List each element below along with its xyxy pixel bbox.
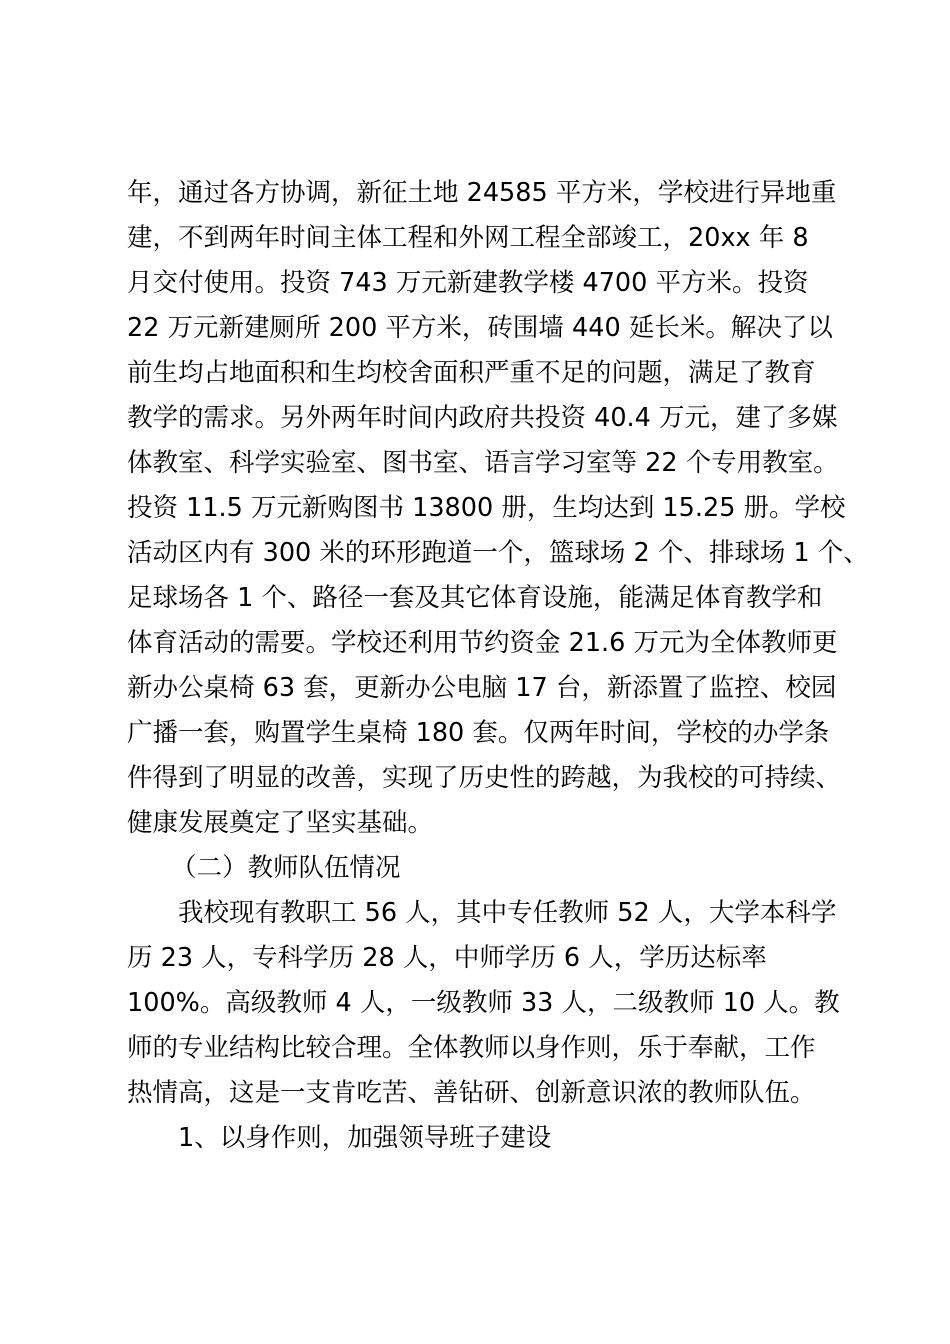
text-line: 热情高，这是一支肯吃苦、善钻研、创新意识浓的教师队伍。 xyxy=(127,1078,816,1108)
text-line: 22 万元新建厕所 200 平方米，砖围墙 440 延长米。解决了以 xyxy=(127,313,833,343)
section-heading: （二）教师队伍情况 xyxy=(171,853,401,883)
text-line: 前生均占地面积和生均校舍面积严重不足的问题，满足了教育 xyxy=(127,358,816,388)
text-line: 年，通过各方协调，新征土地 24585 平方米，学校进行异地重 xyxy=(127,178,837,208)
text-line: 月交付使用。投资 743 万元新建教学楼 4700 平方米。投资 xyxy=(127,268,809,298)
text-line: 健康发展奠定了坚实基础。 xyxy=(127,808,434,838)
text-line: 投资 11.5 万元新购图书 13800 册，生均达到 15.25 册。学校 xyxy=(127,493,846,523)
text-line: 教学的需求。另外两年时间内政府共投资 40.4 万元，建了多媒 xyxy=(127,403,838,433)
text-line: 体育活动的需要。学校还利用节约资金 21.6 万元为全体教师更 xyxy=(127,628,838,658)
text-line: 100%。高级教师 4 人，一级教师 33 人，二级教师 10 人。教 xyxy=(127,988,840,1018)
text-line: 活动区内有 300 米的环形跑道一个，篮球场 2 个、排球场 1 个、 xyxy=(127,538,869,568)
text-line: 体教室、科学实验室、图书室、语言学习室等 22 个专用教室。 xyxy=(127,448,839,478)
text-line: 件得到了明显的改善，实现了历史性的跨越，为我校的可持续、 xyxy=(127,763,842,793)
text-line: 广播一套，购置学生桌椅 180 套。仅两年时间，学校的办学条 xyxy=(127,718,830,748)
text-line: 师的专业结构比较合理。全体教师以身作则，乐于奉献，工作 xyxy=(127,1033,816,1063)
text-line: 建，不到两年时间主体工程和外网工程全部竣工，20xx 年 8 xyxy=(127,223,809,253)
text-line: 足球场各 1 个、路径一套及其它体育设施，能满足体育教学和 xyxy=(127,583,823,613)
paragraph-first-line: 我校现有教职工 56 人，其中专任教师 52 人，大学本科学 xyxy=(178,898,837,928)
subsection-heading: 1、以身作则，加强领导班子建设 xyxy=(178,1123,552,1153)
text-line: 历 23 人，专科学历 28 人，中师学历 6 人，学历达标率 xyxy=(127,943,767,973)
text-line: 新办公桌椅 63 套，更新办公电脑 17 台，新添置了监控、校园 xyxy=(127,673,837,703)
